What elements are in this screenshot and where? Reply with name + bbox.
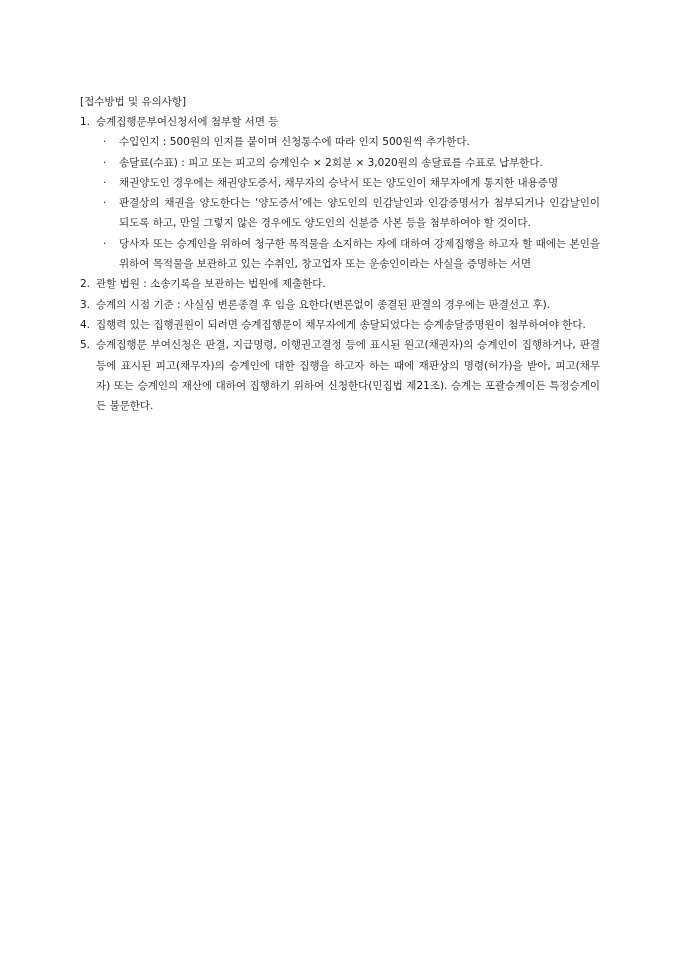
bullet-item [101, 193, 600, 234]
bullet-text: 송달료(수표) : 피고 또는 피고의 승계인수 × 2회분 × 3,020원의 송달료를 수표로 납부한다. [119, 156, 543, 169]
item-number: 3. [80, 298, 91, 311]
bullet-item [101, 132, 600, 152]
item-text: 집행력 있는 집행권원이 되려면 승계집행문이 채무자에게 송달되었다는 승계송달증명원이 첨부하여야 한다. [96, 318, 586, 331]
item-text: 관할 법원 : 소송기록을 보관하는 법원에 제출한다. [96, 278, 326, 291]
bullet-item [101, 234, 600, 275]
item-text: 승계집행문부여신청서에 첨부할 서면 등 [96, 116, 279, 128]
bullet-item [101, 173, 600, 193]
bullet-text: 판결상의 채권을 양도한다는 ‘양도증서’에는 양도인의 인감날인과 인감증명서가 첨부되거나 인감날인이 되도록 하고, 만일 그렇지 않은 경우에도 양도인의 신분증 사본 등을 첨부하여야 할 것이다. [119, 197, 600, 230]
item-number: 1. [80, 116, 91, 128]
bullet-dot-icon: · [103, 136, 107, 149]
numbered-item-4 [80, 315, 600, 335]
bullet-text: 수입인지 : 500원의 인지를 붙이며 신청통수에 따라 인지 500원씩 추가한다. [119, 136, 470, 149]
item-text: 승계의 시점 기준 : 사실심 변론종결 후 임을 요한다(변론없이 종결된 판결의 경우에는 판결선고 후). [96, 298, 551, 311]
numbered-item-3 [80, 295, 600, 315]
document-body [80, 92, 600, 416]
item-text: 승계집행문 부여신청은 판결, 지급명령, 이행권고결정 등에 표시된 원고(채권자)의 승계인이 집행하거나, 판결 등에 표시된 피고(채무자)의 승계인에 대한 집행을 하고자 하는 때에 재판상의 명령(허가)을 받아, 피고(채무자) 또는 승계인의 재산에 대하여 집행하기 위하여 신청한다(민집법 제21조). 승계는 포괄승계이든 특정승계이든 불문한다. [96, 339, 600, 413]
numbered-item-2 [80, 274, 600, 294]
item-number: 4. [80, 318, 91, 331]
bullet-text: 당사자 또는 승계인을 위하여 청구한 목적물을 소지하는 자에 대하여 강제집행을 하고자 할 때에는 본인을 위하여 목적물을 보관하고 있는 수취인, 창고업자 또는 운송인이라는 사실을 증명하는 서면 [119, 237, 600, 271]
item-number: 2. [80, 278, 91, 291]
bullet-text: 채권양도인 경우에는 채권양도증서, 채무자의 승낙서 또는 양도인이 채무자에게 통지한 내용증명 [119, 176, 559, 189]
numbered-item-1 [80, 112, 600, 132]
bullet-dot-icon: · [103, 176, 107, 189]
section-heading: [접수방법 및 유의사항] [80, 96, 187, 108]
numbered-item-5 [80, 335, 600, 416]
bullet-dot-icon: · [103, 197, 107, 210]
bullet-dot-icon: · [103, 237, 107, 250]
item-number: 5. [80, 339, 91, 352]
bullet-dot-icon: · [103, 156, 107, 169]
bullet-item [101, 153, 600, 173]
